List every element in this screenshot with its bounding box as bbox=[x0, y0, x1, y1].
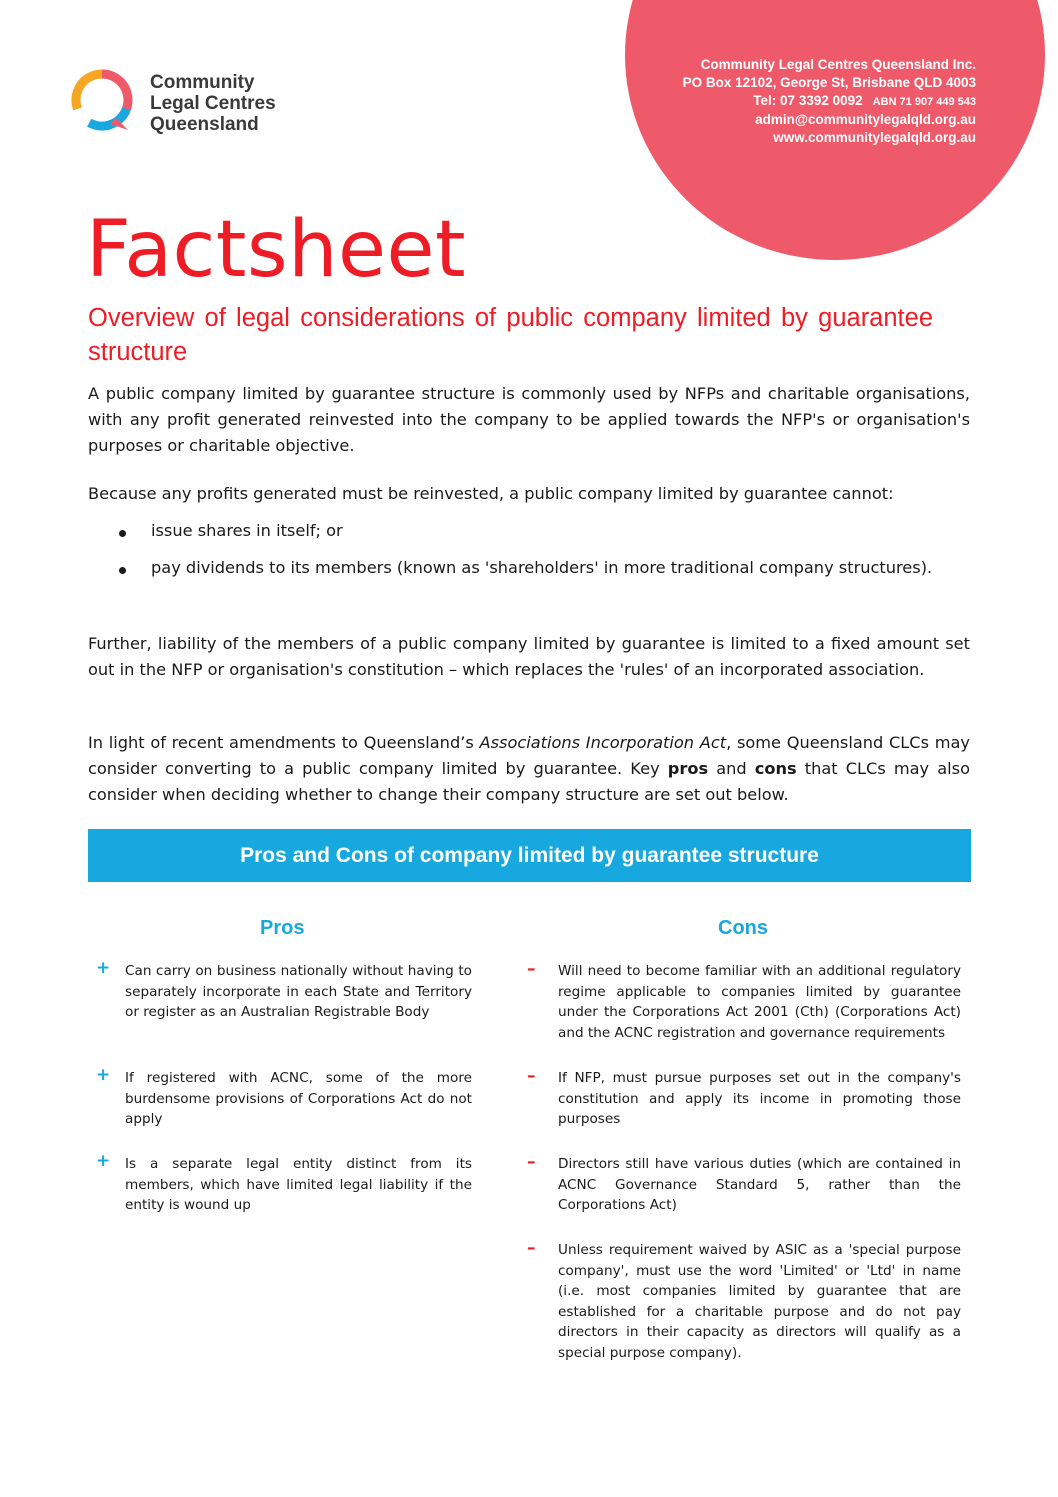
bullet-icon bbox=[119, 567, 126, 574]
logo-line-2: Legal Centres bbox=[150, 93, 276, 114]
liability-paragraph: Further, liability of the members of a public company limited by guarantee is limited to a fixed amount set out in the NFP or organisation's constitution – which replaces the 'rules' of an incorporated association. bbox=[88, 634, 970, 679]
con-item-text: If NFP, must pursue purposes set out in the company's constitution and apply its income in promoting those purposes bbox=[558, 1070, 961, 1128]
pros-heading: Pros bbox=[260, 917, 305, 939]
intro-paragraph: A public company limited by guarantee structure is commonly used by NFPs and charitable organisations, with any profit generated reinvested into the company to be applied towards the NFP's or organisation's purposes or charitable objective. bbox=[88, 384, 970, 455]
con-item-text: Will need to become familiar with an additional regulatory regime applicable to companies limited by guarantee under the Corporations Act 2001 (Cth) (Corporations Act) and the ACNC registration and governance requirements bbox=[558, 963, 961, 1041]
cons-heading: Cons bbox=[718, 917, 768, 939]
contact-phone-row bbox=[616, 92, 976, 111]
contact-tel: Tel: 07 3392 0092 bbox=[753, 93, 863, 108]
logo-line-3: Queensland bbox=[150, 114, 259, 135]
p4-text-b: , some Queensland CLCs may consider converting to a public company limited by guarantee. Key bbox=[88, 733, 971, 778]
restrictions-list bbox=[88, 518, 970, 592]
list-item bbox=[88, 555, 970, 581]
minus-icon: – bbox=[527, 959, 536, 979]
restrictions-intro: Because any profits generated must be reinvested, a public company limited by guarantee cannot: bbox=[88, 484, 894, 503]
speech-bubble-logo-icon bbox=[66, 66, 136, 136]
pro-item-text: If registered with ACNC, some of the more burdensome provisions of Corporations Act do not apply bbox=[125, 1070, 472, 1128]
minus-icon: – bbox=[527, 1152, 536, 1172]
pro-item-text: Is a separate legal entity distinct from its members, which have limited legal liability if the entity is wound up bbox=[125, 1156, 472, 1214]
minus-icon: – bbox=[527, 1238, 536, 1258]
contact-block bbox=[616, 56, 976, 147]
page-title: Factsheet bbox=[86, 205, 467, 295]
p4-text-d: that CLCs may also consider when deciding whether to change their company structure are set out below. bbox=[88, 759, 970, 804]
con-item-text: Unless requirement waived by ASIC as a 'special purpose company', must use the word 'Limited' or 'Ltd' in name (i.e. most companies limited by guarantee that are established for a charitable purpose and do not pay directors in their capacity as directors will qualify as a special purpose company). bbox=[558, 1242, 961, 1361]
list-item-text: pay dividends to its members (known as 'shareholders' in more traditional company structures). bbox=[151, 558, 933, 577]
list-item-text: issue shares in itself; or bbox=[151, 521, 343, 540]
logo-wordmark bbox=[150, 72, 276, 135]
pros-cons-banner: Pros and Cons of company limited by guarantee structure bbox=[88, 829, 971, 882]
contact-address: PO Box 12102, George St, Brisbane QLD 4003 bbox=[682, 75, 976, 90]
act-name: Associations Incorporation Act bbox=[479, 733, 727, 752]
contact-website[interactable]: www.communitylegalqld.org.au bbox=[773, 130, 976, 145]
contact-abn: ABN 71 907 449 543 bbox=[872, 96, 976, 108]
p4-text-a: In light of recent amendments to Queensland’s bbox=[88, 733, 480, 752]
plus-icon: + bbox=[96, 1151, 111, 1171]
list-item bbox=[88, 518, 970, 544]
plus-icon: + bbox=[96, 1065, 111, 1085]
contact-email[interactable]: admin@communitylegalqld.org.au bbox=[755, 112, 976, 127]
p4-pros-word: pros bbox=[667, 759, 709, 778]
pro-item-text: Can carry on business nationally without having to separately incorporate in each State and Territory or register as an Australian Registrable Body bbox=[125, 963, 472, 1021]
bullet-icon bbox=[119, 530, 126, 537]
page-subtitle: Overview of legal considerations of public company limited by guarantee structure bbox=[88, 304, 933, 366]
amendments-paragraph bbox=[88, 730, 970, 808]
logo-line-1: Community bbox=[150, 72, 255, 93]
p4-cons-word: cons bbox=[754, 759, 797, 778]
p4-text-c: and bbox=[708, 759, 755, 778]
con-item-text: Directors still have various duties (which are contained in ACNC Governance Standard 5, rather than the Corporations Act) bbox=[558, 1156, 961, 1214]
plus-icon: + bbox=[96, 958, 111, 978]
minus-icon: – bbox=[527, 1066, 536, 1086]
contact-org: Community Legal Centres Queensland Inc. bbox=[700, 57, 976, 72]
org-logo bbox=[66, 66, 306, 136]
